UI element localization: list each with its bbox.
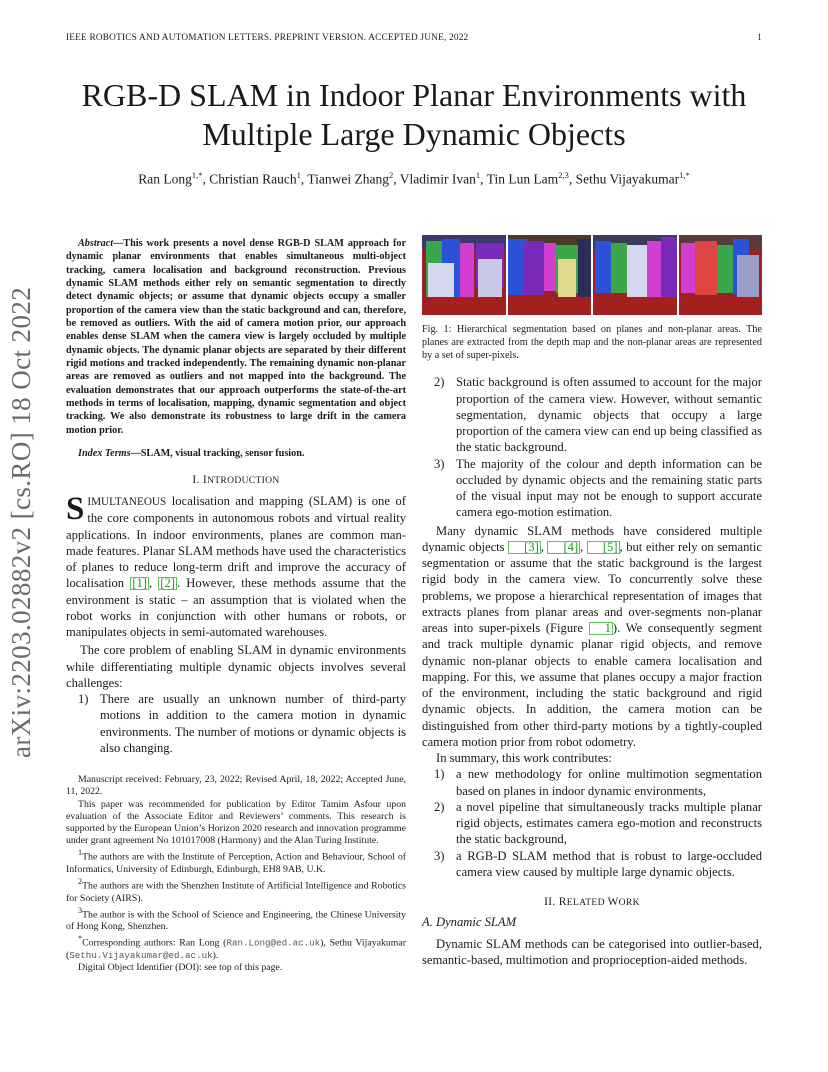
list-text: The majority of the colour and depth information can be occluded by dynamic objects and the remaining static parts of the visual input may not be enough to support accurate camera ego-motion estimation. (456, 456, 762, 520)
segmentation-image (593, 235, 677, 315)
arxiv-stamp: arXiv:2203.02882v2 [cs.RO] 18 Oct 2022 (6, 286, 36, 758)
list-number: 1) (78, 692, 89, 707)
citation-link[interactable]: [1] (132, 576, 147, 591)
author-affiliation: 2,3 (558, 170, 569, 180)
section-heading-related-work (422, 896, 762, 908)
footnote-text: Corresponding authors: Ran Long ( (82, 937, 227, 949)
footnote-text: The authors are with the Shenzhen Institute of Artificial Intelligence and Robotics for Society (AIRS). (66, 880, 406, 904)
challenge-list-continued (422, 374, 762, 520)
author-affiliation: 1,* (191, 170, 203, 180)
list-text: a RGB-D SLAM method that is robust to large-occluded camera view caused by multiple large dynamic objects. (456, 848, 762, 879)
subsection-heading-dynamic-slam: A. Dynamic SLAM (422, 915, 517, 930)
figure-reference-link[interactable]: 1 (589, 622, 613, 635)
abstract-text: —This work presents a novel dense RGB-D SLAM approach for dynamic planar environments that enables simultaneous multi-object tracking, camera localisation and background reconstruction. Previous dynamic SLAM methods either rely on semantic segmentation to directly detect dynamic objects; or assume that dynamic objects occupy a smaller proportion of the camera view than the static background and can, therefore, be removed as outliers. With the aid of camera motion prior, our approach enables dense SLAM when the camera view is largely occluded by multiple dynamic objects. The dynamic planar objects are separated by their different rigid motions and tracked independently. The remaining dynamic non-planar areas are removed as outliers and not mapped into the background. The evaluation demonstrates that our approach outperforms the state-of-the-art methods in terms of localisation, mapping, dynamic segmentation and object tracking. We also demonstrate its robustness to large drift in the camera motion prior. (66, 238, 406, 436)
segmentation-image (422, 235, 506, 315)
author-name: Tianwei Zhang (307, 171, 390, 187)
author-name: Christian Rauch (209, 171, 297, 187)
paper-title (40, 76, 788, 154)
list-number: 1) (434, 767, 445, 782)
intro-paragraph-2: The core problem of enabling SLAM in dynamic environments while differentiating multiple dynamic objects involves several challenges: (66, 643, 406, 690)
first-word: IMULTANEOUS (87, 496, 167, 509)
author-name: Vladimir Ivan (399, 171, 476, 187)
author-name: Ran Long (138, 171, 192, 187)
list-text: Static background is often assumed to account for the major proportion of the camera view. However, without semantic segmentation, dynamic objects that occupy a large proportion of the camera view can end up being classified as the static background. (456, 375, 762, 455)
footnote-text: ). (212, 949, 219, 961)
author-affiliation: 1,* (679, 170, 690, 180)
footnote-text: ), Sethu Vijayakumar ( (66, 937, 406, 961)
footnote-mark: 1 (78, 848, 83, 858)
footnote-affiliation-1 (66, 847, 406, 876)
figure-1 (422, 235, 762, 315)
challenge-list (66, 691, 406, 756)
citation-link[interactable]: [4] (547, 541, 580, 554)
segmentation-image (508, 235, 592, 315)
list-text: a novel pipeline that simultaneously tracks multiple planar rigid objects, estimates camera ego-motion and reconstructs the static background, (456, 799, 762, 847)
paragraph-text: Many dynamic SLAM methods have considered multiple dynamic objects (422, 523, 762, 554)
footnote-corresponding (66, 933, 406, 962)
list-number: 2) (434, 799, 445, 814)
paragraph-text: , but either rely on semantic segmentation or assume that the static background is the largest rigid body in the camera view. To concurrently solve these problems, we propose a hierarchical representation of images that extracts planes from planar areas and over-segments non-planar areas into super-pixels (Figure (422, 539, 763, 636)
list-item (422, 374, 762, 455)
index-terms-label: Index Terms (78, 447, 131, 459)
abstract (66, 237, 406, 437)
footnote-mark: 2 (78, 877, 83, 887)
right-column (422, 235, 762, 969)
section-title-text: W (607, 896, 619, 909)
list-number: 3) (434, 848, 445, 863)
running-header: IEEE ROBOTICS AND AUTOMATION LETTERS. PREPRINT VERSION. ACCEPTED JUNE, 2022 (66, 33, 469, 43)
title-line-2: Multiple Large Dynamic Objects (202, 116, 626, 152)
footnotes (66, 774, 406, 974)
email-link[interactable]: Ran.Long@ed.ac.uk (226, 937, 321, 949)
list-item (66, 691, 406, 756)
footnote-text: The authors are with the Institute of Perception, Action and Behaviour, School of Informatics, University of Edinburgh, Edinburgh, EH8 9AB, U.K. (66, 851, 406, 875)
figure-panel-1 (422, 235, 506, 315)
citation-link[interactable]: [5] (587, 541, 620, 554)
paragraph-text: localisation and mapping (SLAM) is one of the core components in autonomous robots and virtual reality applications. In indoor environments, planes are common man-made features. Planar SLAM methods have used the characteristics of planes to reduce long-term drift and improve the accuracy of localisation (66, 494, 406, 591)
page-number: 1 (757, 33, 762, 43)
drop-cap: S (66, 491, 85, 528)
list-number: 2) (434, 375, 445, 390)
list-item (422, 766, 762, 799)
segmentation-image (679, 235, 763, 315)
citation-link[interactable]: [2] (160, 576, 175, 591)
footnote-affiliation-3 (66, 905, 406, 934)
index-terms (66, 447, 406, 460)
figure-panel-3 (593, 235, 677, 315)
footnote-mark: * (78, 934, 83, 944)
author-affiliation: 2 (389, 170, 394, 180)
list-text: There are usually an unknown number of third-party motions in addition to the camera motion in dynamic environments. The number of motions or dynamic objects is also changing. (100, 692, 406, 755)
author-affiliation: 1 (296, 170, 301, 180)
intro-paragraph-1: SIMULTANEOUS localisation and mapping (SLAM) is one of the core components in autonomous robots and virtual reality applications. In indoor environments, planes are common man-made features. Planar SLAM methods have used the characteristics of planes to reduce long-term drift and improve the accuracy of localisation [1] , [2] . However, these methods assume that the environment is static – an assumption that is violated when the robot works in conjunction with other humans or robots, or manipulates objects in semi-automated warehouses. (66, 491, 406, 640)
author-name: Sethu Vijayakumar (575, 171, 680, 187)
footnote-text: The author is with the School of Science and Engineering, the Chinese University of Hong Kong, Shenzhen. (66, 909, 406, 933)
section-title-text: ELATED (566, 897, 608, 909)
section-numeral: I. I (192, 474, 207, 487)
list-number: 3) (434, 456, 445, 471)
list-item (422, 848, 762, 881)
abstract-label: Abstract (78, 238, 114, 249)
footnote-received: Manuscript received: February, 23, 2022; Revised April, 18, 2022; Accepted June, 11, 2022. (66, 774, 406, 798)
intro-paragraph-4: In summary, this work contributes: (436, 751, 612, 766)
footnote-doi: Digital Object Identifier (DOI): see top of this page. (78, 962, 283, 974)
list-item (422, 799, 762, 848)
paragraph-text: . However, these methods assume that the environment is static – an assumption that is violated when the robot works in conjunction with other humans or robots, or manipulates objects in semi-automated warehouses. (66, 576, 406, 640)
list-item (422, 456, 762, 521)
author-list: Ran Long$^{1,*}$, Christian Rauch$^1$, Tianwei Zhang$^2$, Vladimir Ivan$^1$, Tin Lun Lam$^{2,3}$, Sethu Vijayakumar$^{1,*}$ (138, 170, 690, 187)
paragraph-text: ). We consequently segment and track multiple dynamic planar rigid objects, and remove dynamic non-planar objects to enable camera localisation and mapping. For this, we assume that planes occupy a major fraction of the environment, including the static background and rigid dynamic objects. In addition, the camera motion can be distinguished from other third-party motions by a tightly-coupled camera motion prior from robot odometry. (422, 621, 762, 749)
citation-link[interactable]: [3] (508, 541, 541, 554)
left-column (66, 237, 406, 974)
author-name: Tin Lun Lam (486, 171, 559, 187)
related-work-paragraph-1: Dynamic SLAM methods can be categorised into outlier-based, semantic-based, multimotion and proprioception-aided methods. (422, 937, 762, 968)
footnote-recommended: This paper was recommended for publication by Editor Tamim Asfour upon evaluation of the Associate Editor and Reviewers’ comments. This research is supported by the European Union’s Horizon 2020 research and innovation programme under grant agreement No 101017008 (Harmony) and the Alan Turing Institute. (66, 798, 406, 847)
footnote-affiliation-2 (66, 876, 406, 905)
figure-caption: Fig. 1: Hierarchical segmentation based on planes and non-planar areas. The planes are extracted from the depth map and the non-planar areas are represented by a set of super-pixels. (422, 324, 762, 361)
section-heading-introduction (66, 474, 406, 486)
list-text: a new methodology for online multimotion segmentation based on planes in indoor dynamic environments, (456, 767, 762, 798)
author-affiliation: 1 (475, 170, 481, 180)
section-title-text: ORK (618, 897, 640, 909)
figure-panel-4 (679, 235, 763, 315)
footnote-mark: 3 (78, 905, 83, 915)
index-terms-text: —SLAM, visual tracking, sensor fusion. (130, 447, 305, 459)
section-title-text: NTRODUCTION (207, 475, 280, 487)
email-link[interactable]: Sethu.Vijayakumar@ed.ac.uk (69, 949, 213, 961)
contribution-list (422, 766, 762, 880)
title-line-1: RGB-D SLAM in Indoor Planar Environments with (81, 77, 747, 113)
intro-paragraph-3: Many dynamic SLAM methods have considered multiple dynamic objects [3] , [4] , [5] , but either rely on semantic segmentation or assume that the static background is the largest rigid body in the camera view. To concurrently solve these problems, we propose a hierarchical representation of images that extracts planes from planar areas and over-segments non-planar areas into super-pixels (Figure 1 ). We consequently segment and track multiple dynamic planar rigid objects, and remove dynamic non-planar objects to enable camera localisation and mapping. For this, we assume that planes occupy a major fraction of the environment, including the static background and rigid dynamic objects. In addition, the camera motion can be distinguished from other third-party motions by a tightly-coupled camera motion prior from robot odometry. (422, 523, 763, 749)
figure-panel-2 (508, 235, 592, 315)
section-numeral: II. R (544, 896, 567, 909)
